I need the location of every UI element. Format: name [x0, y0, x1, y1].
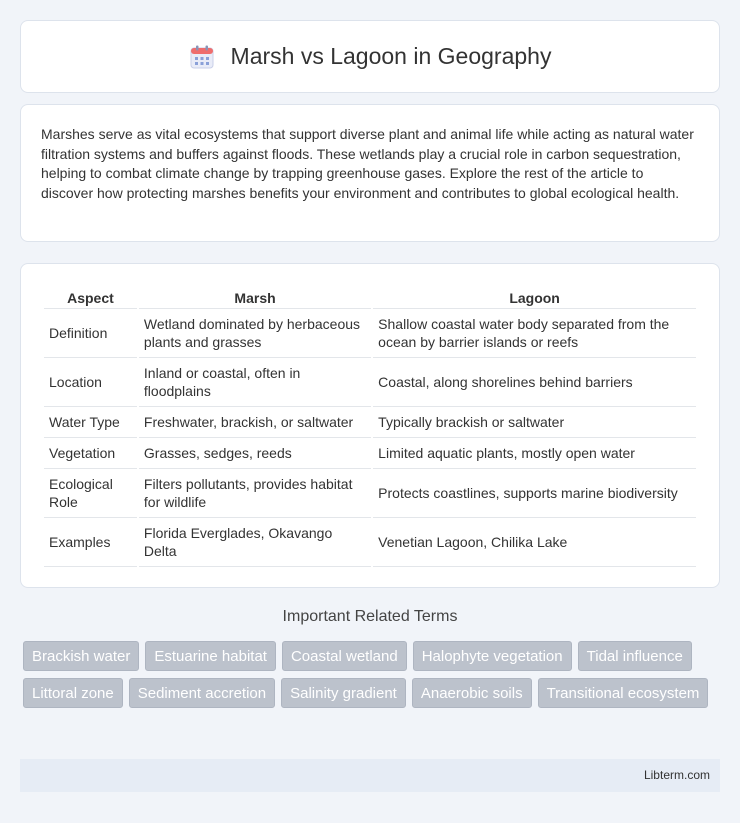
table-cell: Florida Everglades, Okavango Delta	[139, 518, 371, 567]
table-cell: Shallow coastal water body separated from the ocean by barrier islands or reefs	[373, 309, 696, 358]
table-row	[44, 358, 696, 407]
header-card	[20, 20, 720, 93]
table-cell: Venetian Lagoon, Chilika Lake	[373, 518, 696, 567]
table-row	[44, 438, 696, 469]
calendar-icon	[189, 44, 215, 70]
intro-card	[20, 104, 720, 242]
table-cell: Definition	[44, 309, 137, 358]
table-cell: Limited aquatic plants, mostly open water	[373, 438, 696, 469]
table-row	[44, 518, 696, 567]
comparison-table-card	[20, 263, 720, 588]
header-lagoon: Lagoon	[373, 284, 696, 309]
table-cell: Location	[44, 358, 137, 407]
table-cell: Protects coastlines, supports marine biodiversity	[373, 469, 696, 518]
term-tag[interactable]: Halophyte vegetation	[413, 641, 572, 671]
footer-site-link[interactable]: Libterm.com	[643, 768, 710, 782]
term-tag[interactable]: Brackish water	[23, 641, 139, 671]
table-cell: Grasses, sedges, reeds	[139, 438, 371, 469]
intro-text: Marshes serve as vital ecosystems that support diverse plant and animal life while acting as natural water filtration systems and buffers against floods. These wetlands play a crucial role in carbon sequestration, helping to combat climate change by trapping greenhouse gases. Explore the rest of the article to discover how protecting marshes benefits your environment and contributes to global ecological health.	[41, 126, 694, 201]
term-tag[interactable]: Littoral zone	[23, 678, 123, 708]
related-terms-list	[23, 641, 723, 708]
table-header-row	[44, 284, 696, 309]
term-tag[interactable]: Transitional ecosystem	[538, 678, 709, 708]
table-row	[44, 309, 696, 358]
table-cell: Examples	[44, 518, 137, 567]
table-cell: Freshwater, brackish, or saltwater	[139, 407, 371, 438]
table-cell: Ecological Role	[44, 469, 137, 518]
table-cell: Typically brackish or saltwater	[373, 407, 696, 438]
table-row	[44, 469, 696, 518]
page-title: Marsh vs Lagoon in Geography	[230, 43, 552, 69]
term-tag[interactable]: Estuarine habitat	[145, 641, 276, 671]
table-cell: Water Type	[44, 407, 137, 438]
term-tag[interactable]: Salinity gradient	[281, 678, 406, 708]
term-tag[interactable]: Tidal influence	[578, 641, 692, 671]
table-cell: Wetland dominated by herbaceous plants and grasses	[139, 309, 371, 358]
term-tag[interactable]: Anaerobic soils	[412, 678, 532, 708]
footer	[20, 759, 720, 792]
related-terms-title: Important Related Terms	[282, 608, 458, 625]
header-marsh: Marsh	[139, 284, 371, 309]
term-tag[interactable]: Sediment accretion	[129, 678, 275, 708]
table-row	[44, 407, 696, 438]
header-aspect: Aspect	[44, 284, 137, 309]
comparison-table	[42, 284, 698, 567]
table-cell: Vegetation	[44, 438, 137, 469]
table-cell: Inland or coastal, often in floodplains	[139, 358, 371, 407]
term-tag[interactable]: Coastal wetland	[282, 641, 407, 671]
table-cell: Coastal, along shorelines behind barriers	[373, 358, 696, 407]
table-cell: Filters pollutants, provides habitat for wildlife	[139, 469, 371, 518]
